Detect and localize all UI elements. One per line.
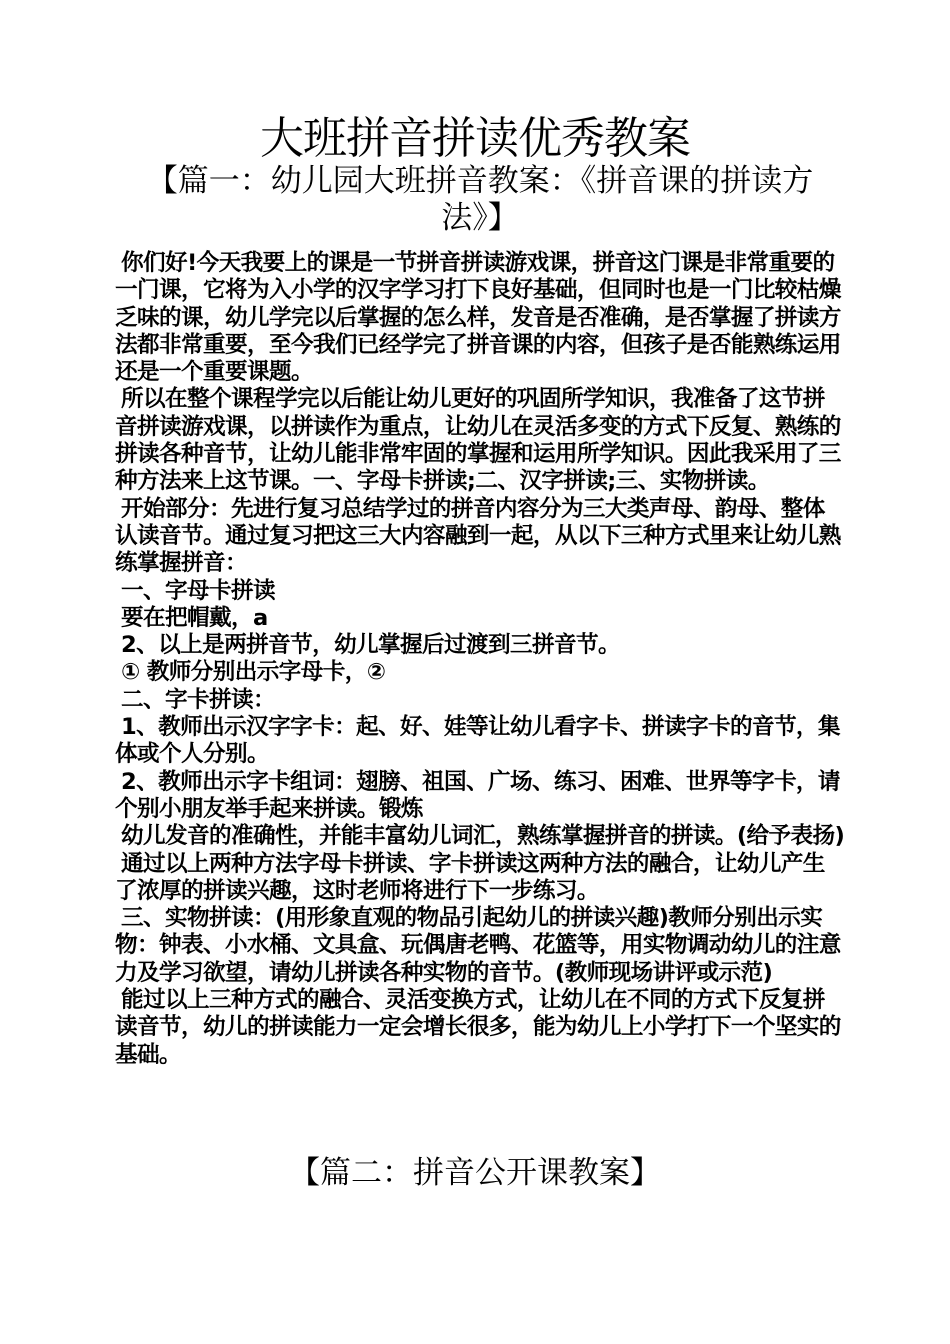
paragraph: 通过以上两种方法字母卡拼读、字卡拼读这两种方法的融合，让幼儿产生了浓厚的拼读兴趣，这时老师将进行下一步练习。: [115, 850, 825, 904]
paragraph: 开始部分：先进行复习总结学过的拼音内容分为三大类声母、韵母、整体认读音节。通过复习把这三大内容融到一起，从以下三种方式里来让幼儿熟练掌握拼音：: [115, 495, 841, 577]
paragraph: 所以在整个课程学完以后能让幼儿更好的巩固所学知识，我准备了这节拼音拼读游戏课，以拼读作为重点，让幼儿在灵活多变的方式下反复、熟练的拼读各种音节，让幼儿能非常牢固的掌握和运用所学知识。因此我采用了三种方法来上这节课。一、字母卡拼读;二、汉字拼读;三、实物拼读。: [115, 386, 841, 495]
paragraph: 2、教师出示字卡组词：翅膀、祖国、广场、练习、困难、世界等字卡，请个别小朋友举手起来拼读。锻炼: [115, 768, 840, 822]
paragraph: 你们好!今天我要上的课是一节拼音拼读游戏课，拼音这门课是非常重要的一门课，它将为入小学的汉字学习打下良好基础，但同时也是一门比较枯燥乏味的课，幼儿学完以后掌握的怎么样，发音是否准确，是否掌握了拼读方法都非常重要，至今我们已经学完了拼音课的内容，但孩子是否能熟练运用还是一个重要课题。: [115, 250, 841, 386]
paragraph: 2、以上是两拼音节，幼儿掌握后过渡到三拼音节。: [121, 632, 620, 659]
paragraph: ① 教师分别出示字母卡，②: [121, 659, 386, 686]
paragraph: 一、字母卡拼读: [121, 577, 275, 604]
paragraph: 二、字卡拼读：: [121, 686, 275, 713]
paragraph: 要在把帽戴，a: [121, 604, 268, 631]
section-heading-1: 【篇一：幼儿园大班拼音教案：《拼音课的拼读方法》】: [146, 163, 814, 236]
paragraph: 能过以上三种方式的融合、灵活变换方式，让幼儿在不同的方式下反复拼读音节，幼儿的拼读能力一定会增长很多，能为幼儿上小学打下一个坚实的基础。: [115, 987, 841, 1068]
document-body: [115, 250, 845, 1069]
paragraph: 三、实物拼读：(用形象直观的物品引起幼儿的拼读兴趣)教师分别出示实物：钟表、小水桶、文具盒、玩偶唐老鸭、花篮等，用实物调动幼儿的注意力及学习欲望，请幼儿拼读各种实物的音节。(教师现场讲评或示范): [115, 905, 841, 986]
paragraph: 幼儿发音的准确性，并能丰富幼儿词汇，熟练掌握拼音的拼读。(给予表扬): [121, 823, 845, 850]
document-title: 大班拼音拼读优秀教案: [260, 113, 690, 164]
section-heading-2: 【篇二：拼音公开课教案】: [289, 1155, 661, 1191]
paragraph: 1、教师出示汉字字卡：起、好、娃等让幼儿看字卡、拼读字卡的音节，集体或个人分别。: [115, 714, 840, 768]
